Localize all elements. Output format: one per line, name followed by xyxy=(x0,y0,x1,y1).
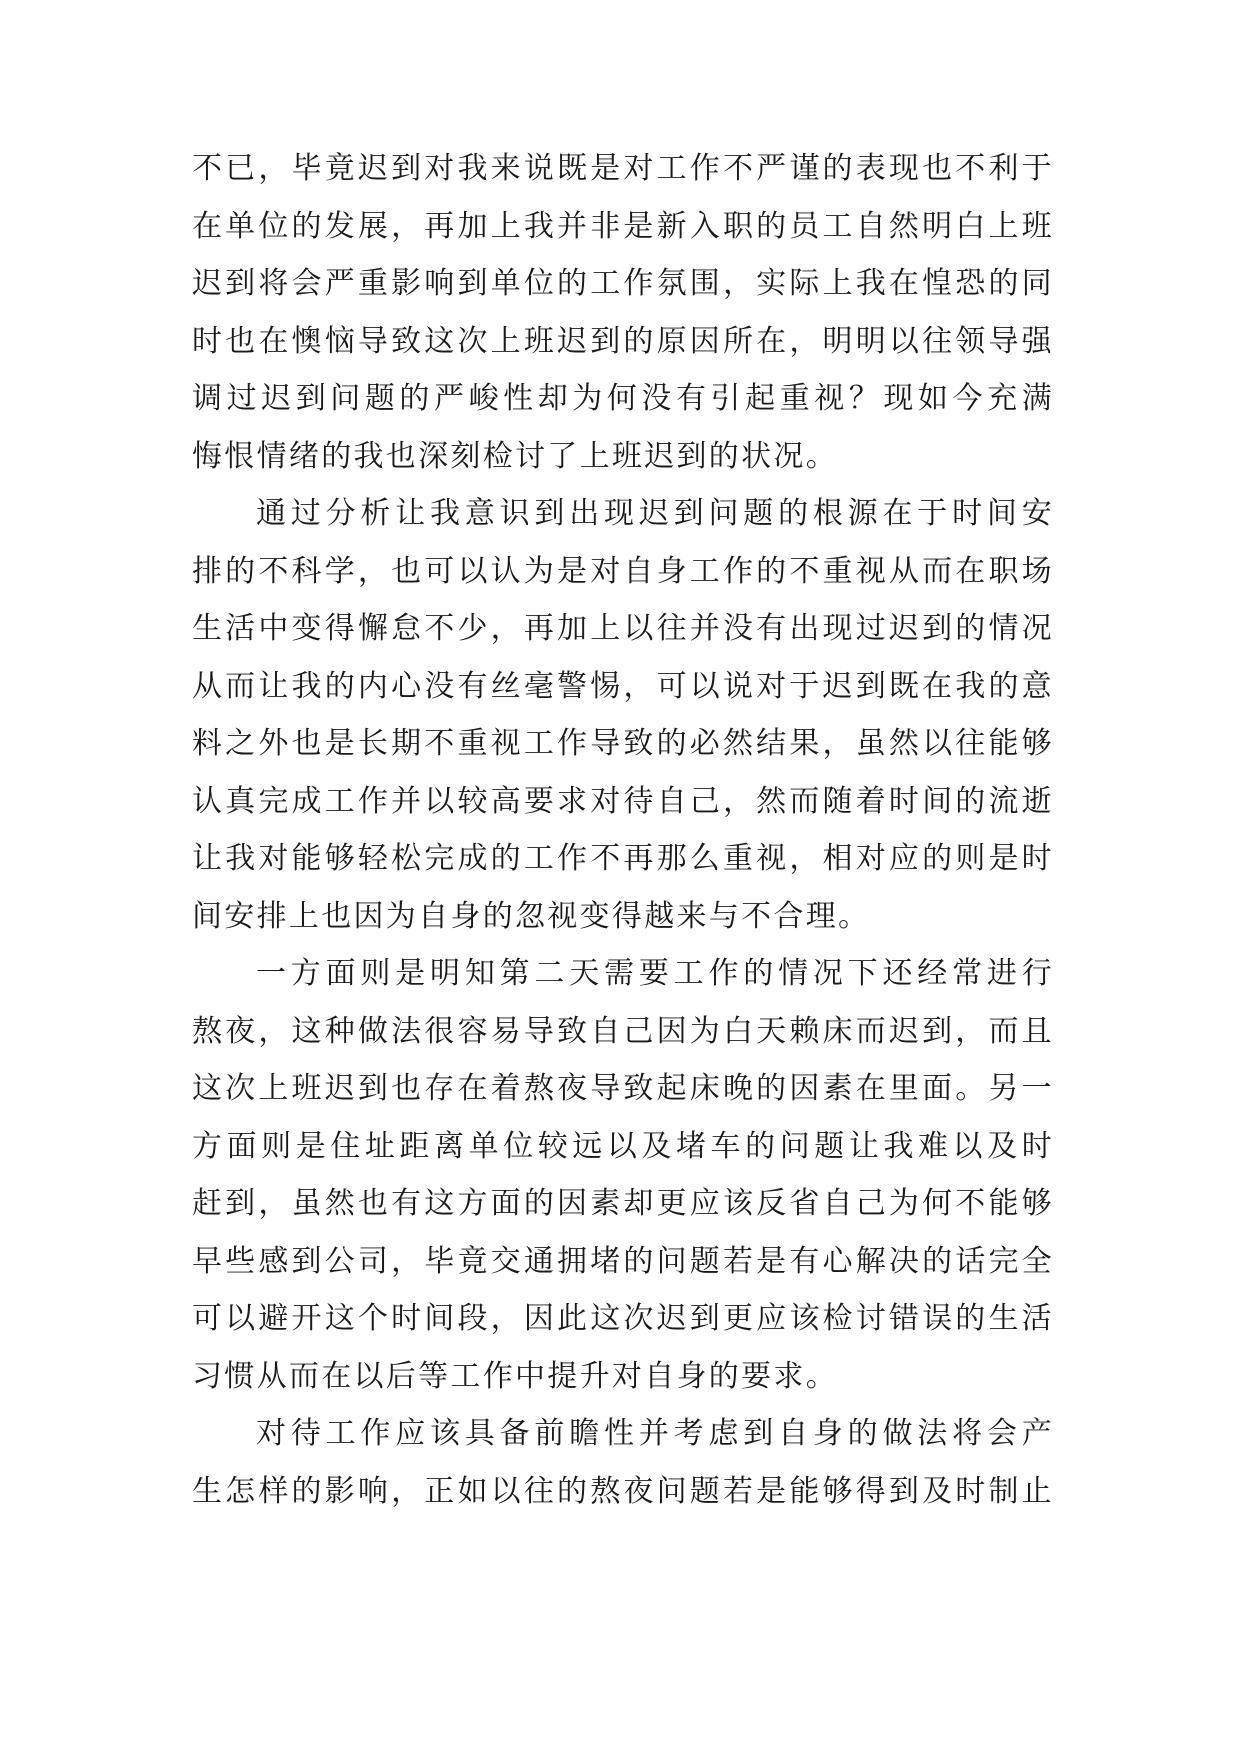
paragraph xyxy=(192,140,1054,485)
paragraph xyxy=(192,945,1054,1405)
text-line: 排的不科学，也可以认为是对自身工作的不重视从而在职场 xyxy=(192,553,1054,589)
text-line: 生怎样的影响，正如以往的熬夜问题若是能够得到及时制止 xyxy=(192,1473,1054,1509)
text-line: 一方面则是明知第二天需要工作的情况下还经常进行 xyxy=(256,956,1054,991)
text-line: 间安排上也因为自身的忽视变得越来与不合理。 xyxy=(192,898,871,934)
text-line: 不已，毕竟迟到对我来说既是对工作不严谨的表现也不利于 xyxy=(192,151,1054,186)
text-line: 赶到，虽然也有这方面的因素却更应该反省自己为何不能够 xyxy=(192,1186,1054,1221)
text-line: 时也在懊恼导致这次上班迟到的原因所在，明明以往领导强 xyxy=(192,323,1054,359)
text-line: 悔恨情绪的我也深刻检讨了上班迟到的状况。 xyxy=(192,438,838,474)
text-line: 从而让我的内心没有丝毫警惕，可以说对于迟到既在我的意 xyxy=(192,668,1054,704)
text-line: 调过迟到问题的严峻性却为何没有引起重视？现如今充满 xyxy=(192,381,1054,416)
text-line: 认真完成工作并以较高要求对待自己，然而随着时间的流逝 xyxy=(192,783,1054,819)
text-line: 迟到将会严重影响到单位的工作氛围，实际上我在惶恐的同 xyxy=(192,266,1054,301)
text-line: 在单位的发展，再加上我并非是新入职的员工自然明白上班 xyxy=(192,208,1054,244)
document-body xyxy=(192,140,1054,1520)
paragraph xyxy=(192,1405,1054,1520)
text-line: 熬夜，这种做法很容易导致自己因为白天赖床而迟到，而且 xyxy=(192,1013,1054,1049)
text-line: 可以避开这个时间段，因此这次迟到更应该检讨错误的生活 xyxy=(192,1301,1054,1336)
paragraph xyxy=(192,485,1054,945)
text-line: 对待工作应该具备前瞻性并考虑到自身的做法将会产 xyxy=(256,1416,1054,1451)
text-line: 习惯从而在以后等工作中提升对自身的要求。 xyxy=(192,1358,838,1394)
text-line: 生活中变得懈怠不少，再加上以往并没有出现过迟到的情况 xyxy=(192,611,1054,646)
text-line: 早些感到公司，毕竟交通拥堵的问题若是有心解决的话完全 xyxy=(192,1243,1054,1279)
text-line: 通过分析让我意识到出现迟到问题的根源在于时间安 xyxy=(256,496,1054,531)
text-line: 方面则是住址距离单位较远以及堵车的问题让我难以及时 xyxy=(192,1128,1054,1164)
text-line: 这次上班迟到也存在着熬夜导致起床晚的因素在里面。另一 xyxy=(192,1071,1054,1106)
text-line: 让我对能够轻松完成的工作不再那么重视，相对应的则是时 xyxy=(192,841,1054,876)
text-line: 料之外也是长期不重视工作导致的必然结果，虽然以往能够 xyxy=(192,726,1054,761)
